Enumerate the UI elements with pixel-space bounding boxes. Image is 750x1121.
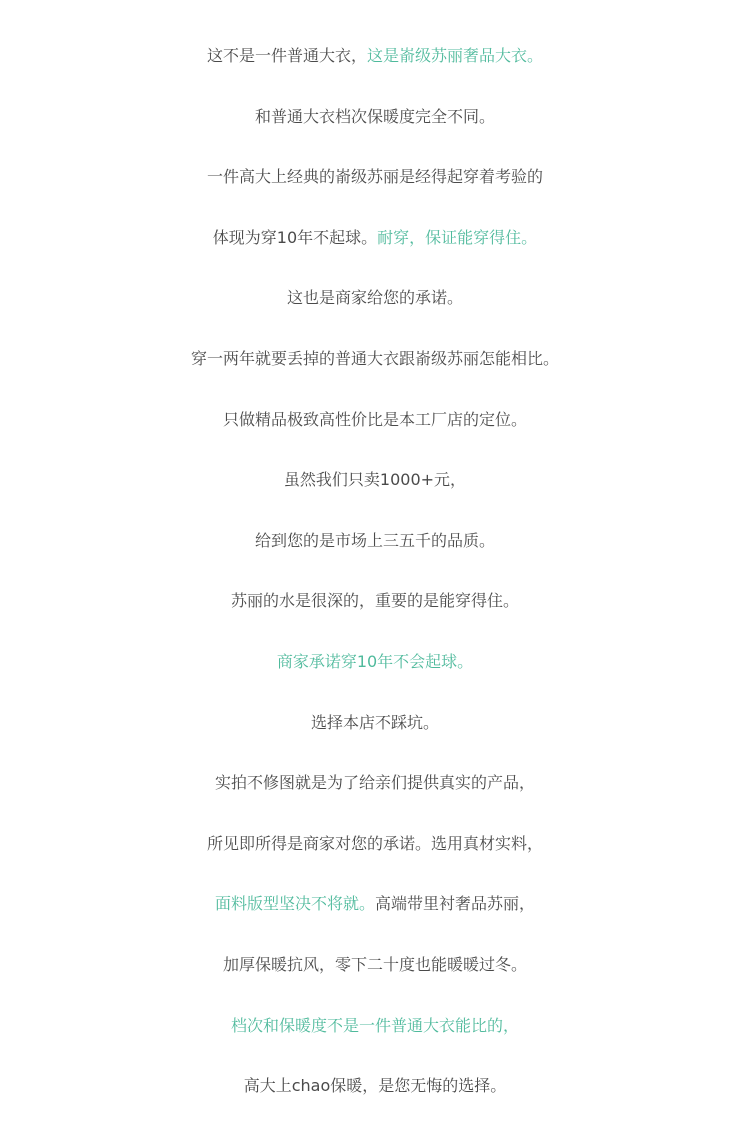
body-text: 体现为穿10年不起球。 [212,227,378,247]
body-text: 穿一两年就要丢掉的普通大衣跟嵛级苏丽怎能相比。 [190,348,559,368]
body-text: 高大上chao保暖，是您无悔的选择。 [243,1076,507,1096]
body-text: 和普通大衣档次保暖度完全不同。 [254,106,495,126]
highlight-text: 面料版型坚决不将就。 [214,894,375,914]
highlight-text: 档次和保暖度不是一件普通大衣能比的， [230,1015,519,1035]
body-text: 选择本店不踩坑。 [310,712,439,732]
text-line-5 [0,272,750,333]
text-line-9 [0,515,750,576]
body-text: 只做精品极致高性价比是本工厂店的定位。 [222,409,527,429]
text-line-17 [0,1000,750,1061]
body-text: 苏丽的水是很深的，重要的是能穿得住。 [230,591,519,611]
body-text: 所见即所得是商家对您的承诺。选用真材实料， [206,833,543,853]
text-line-15 [0,878,750,939]
body-text: 这也是商家给您的承诺。 [286,288,463,308]
text-line-16 [0,939,750,1000]
text-line-14 [0,818,750,879]
text-line-7 [0,394,750,455]
body-text: 虽然我们只卖1000+元， [283,470,467,490]
highlight-text: 耐穿，保证能穿得住。 [377,227,538,247]
body-text: 实拍不修图就是为了给亲们提供真实的产品， [214,773,535,793]
text-line-4 [0,212,750,273]
text-line-10 [0,575,750,636]
body-text: 一件高大上经典的嵛级苏丽是经得起穿着考验的 [206,167,543,187]
text-line-6 [0,333,750,394]
highlight-text: 这是嵛级苏丽奢品大衣。 [367,46,544,65]
text-line-13 [0,757,750,818]
text-line-11 [0,636,750,697]
text-line-2 [0,91,750,152]
text-line-3 [0,151,750,212]
text-line-1 [0,30,750,91]
body-text: 这不是一件普通大衣， [206,46,367,65]
text-line-18 [0,1060,750,1121]
body-text: 给到您的是市场上三五千的品质。 [254,530,495,550]
body-text: 加厚保暖抗风，零下二十度也能暖暖过冬。 [222,954,527,974]
highlight-text: 商家承诺穿10年不会起球。 [276,651,474,671]
text-line-8 [0,454,750,515]
text-line-12 [0,697,750,758]
body-text: 高端带里衬奢品苏丽， [375,894,536,914]
